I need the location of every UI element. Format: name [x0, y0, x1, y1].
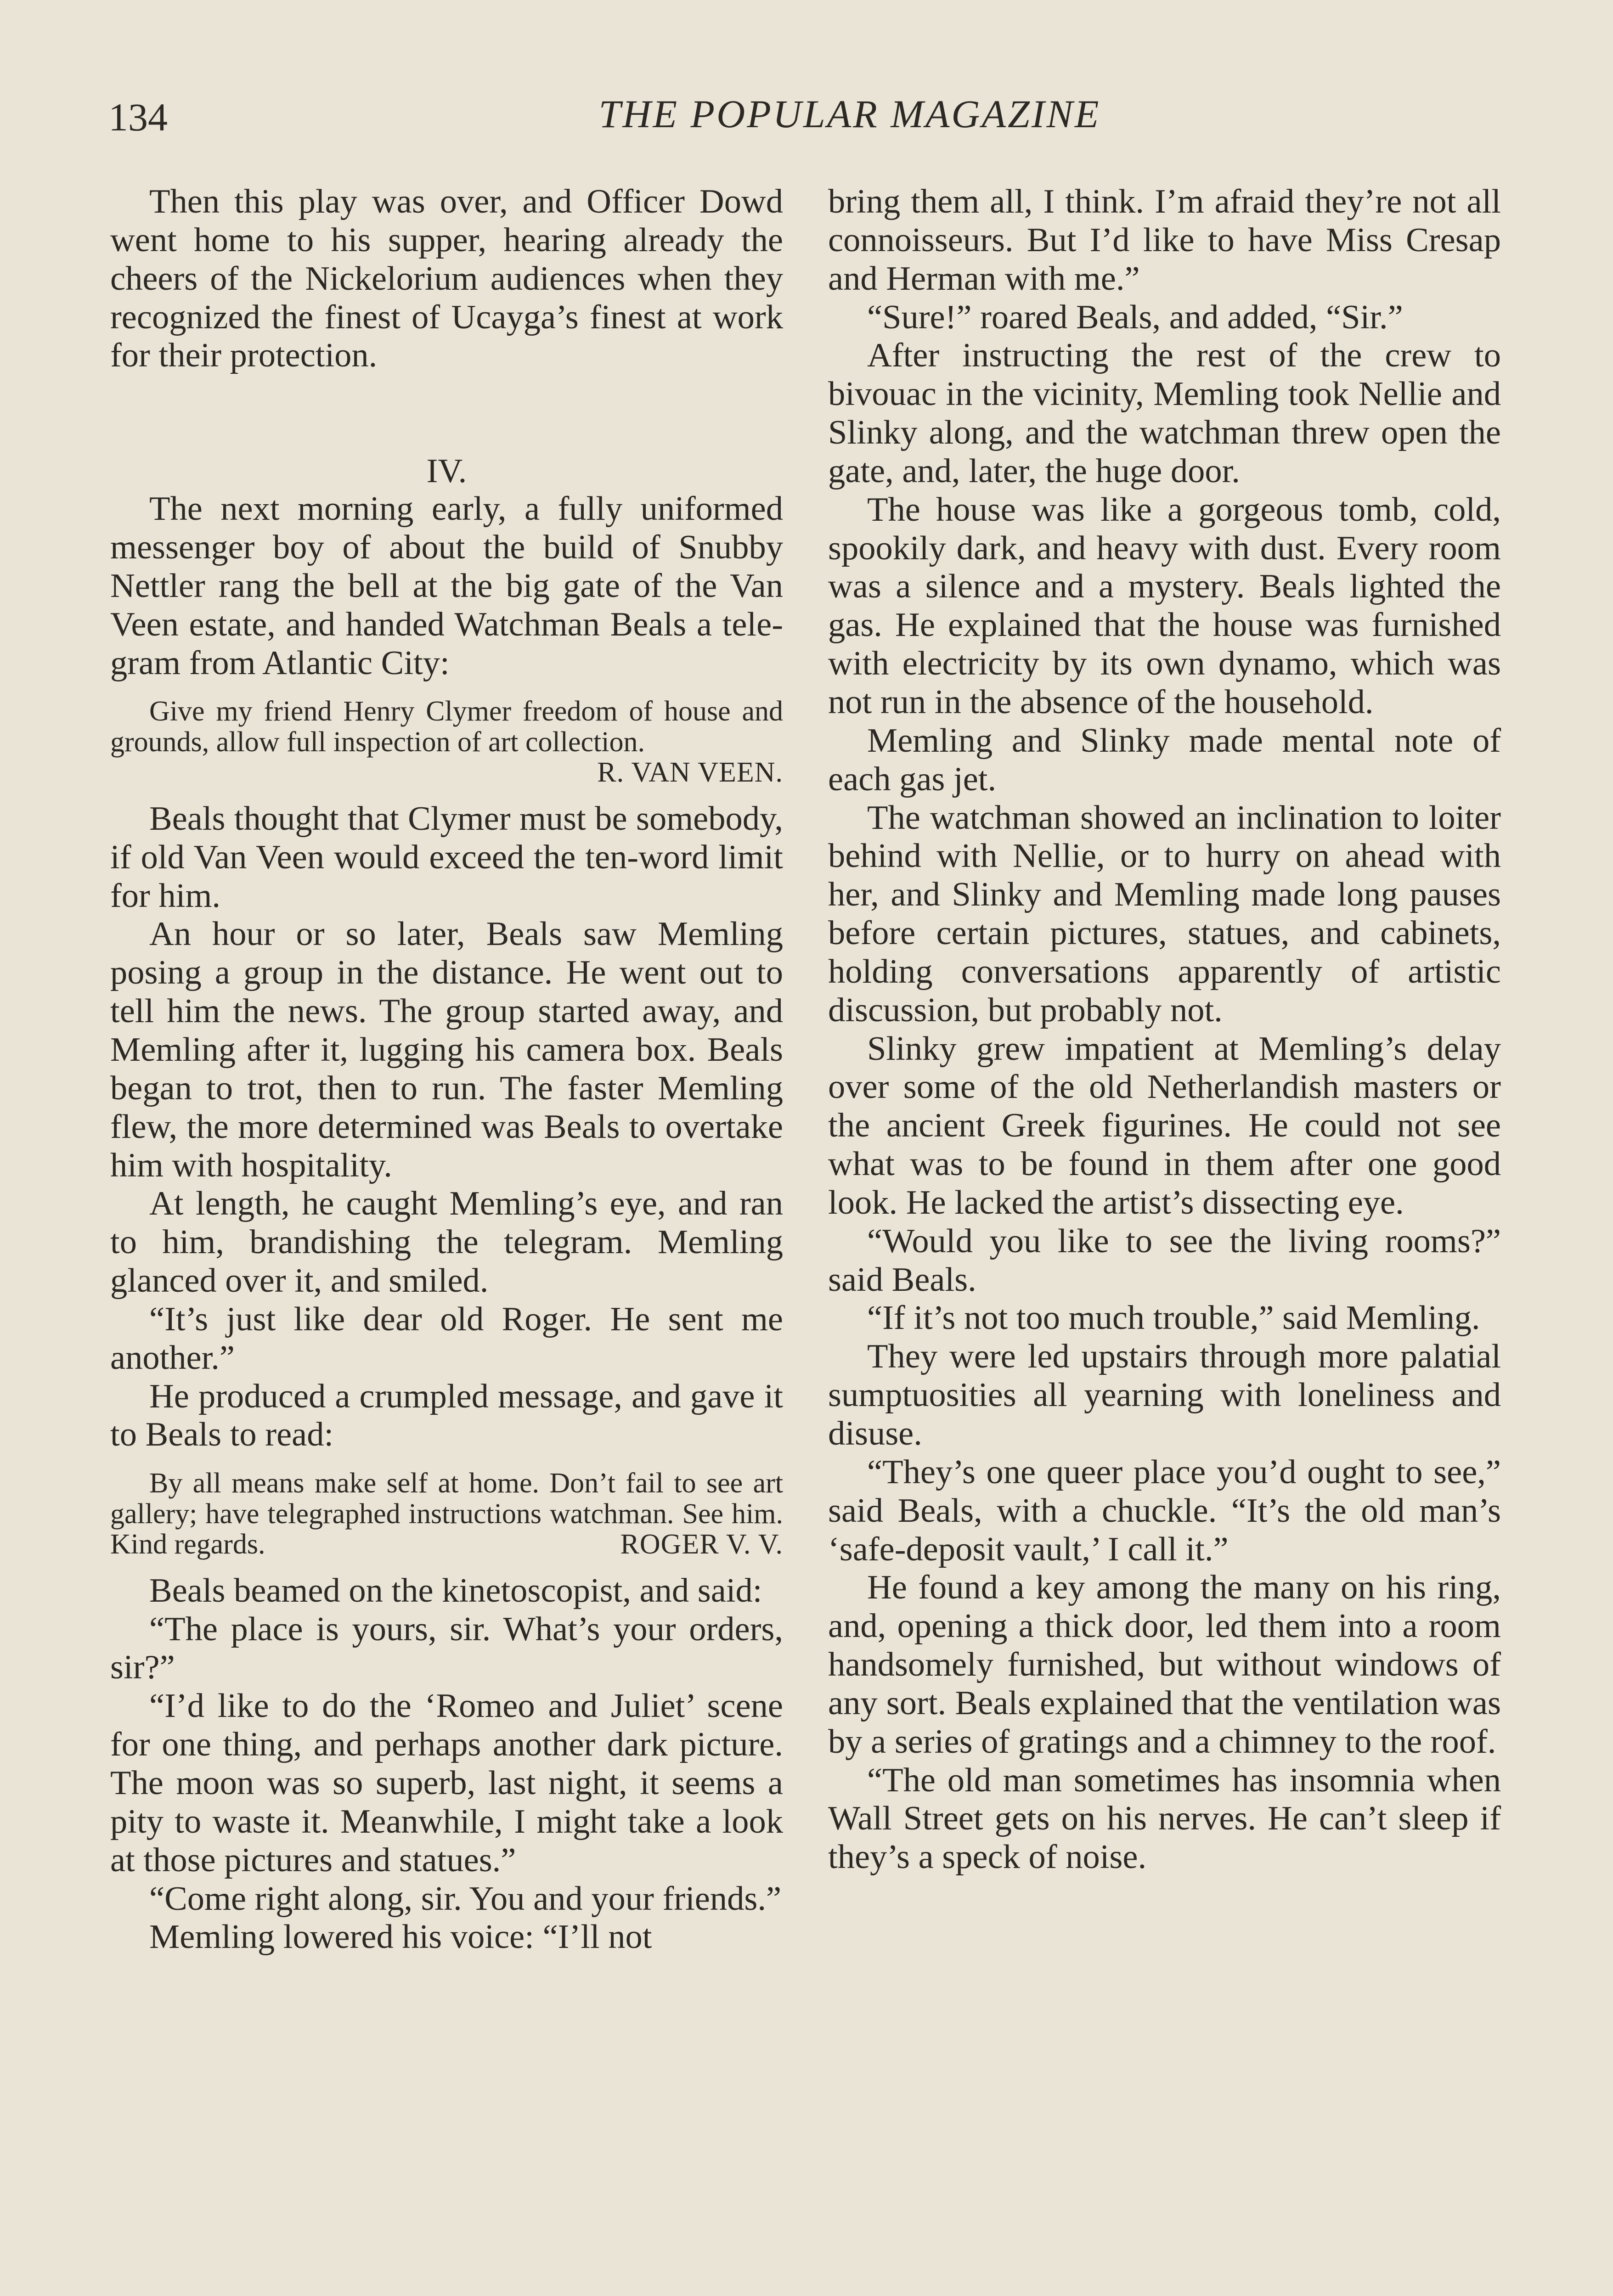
paragraph: At length, he caught Memling’s eye, and ran to him, brandishing the telegram. Memling glanced over it, and smiled. [110, 1185, 783, 1300]
paragraph: Memling and Slinky made mental note of each gas jet. [828, 721, 1501, 798]
telegram-quote [110, 682, 783, 800]
paragraph: Slinky grew impatient at Memling’s delay over some of the old Netherlandish masters or the ancient Greek figurines. He could not see what was to be found in them after one good look. He lacked the artist’s dissecting eye. [828, 1030, 1501, 1221]
page-number: 134 [108, 95, 168, 139]
paragraph: An hour or so later, Beals saw Memling posing a group in the distance. He went out to tell him the news. The group started away, and Memling after it, lugging his camera box. Beals began to trot, then to run. The faster Memling flew, the more determined was Beals to overtake him with hospitality. [110, 915, 783, 1184]
running-title: THE POPULAR MAGAZINE [598, 92, 1101, 136]
right-text-column [828, 183, 1501, 1877]
paragraph: “Would you like to see the living rooms?” said Beals. [828, 1222, 1501, 1299]
telegram-signature: ROGER V. V. [620, 1529, 783, 1560]
paragraph: “They’s one queer place you’d ought to see,” said Beals, with a chuckle. “It’s the old man’s ‘safe-deposit vault,’ I call it.” [828, 1453, 1501, 1568]
section-heading: IV. [426, 452, 467, 490]
paragraph: Then this play was over, and Officer Dowd went home to his supper, hearing already the cheers of the Nickelorium audiences when they recognized the finest of Ucayga’s finest at work for their protection. [110, 183, 783, 375]
paragraph: “I’d like to do the ‘Romeo and Juliet’ scene for one thing, and perhaps another dark picture. The moon was so superb, last night, it seems a pity to waste it. Meanwhile, I might take a look at those pictures and statues.” [110, 1687, 783, 1879]
paragraph: They were led upstairs through more palatial sumptuosities all yearning with loneliness and disuse. [828, 1338, 1501, 1452]
paragraph: bring them all, I think. I’m afraid they’re not all connoisseurs. But I’d like to have Miss Cresap and Herman with me.” [828, 183, 1501, 298]
telegram-text: By all means make self at home. Don’t fail to see art gallery; have telegraphed instructions watchman. See him. Kind regards. [110, 1468, 783, 1560]
paragraph: Beals thought that Clymer must be somebody, if old Van Veen would exceed the ten-word limit for him. [110, 799, 783, 915]
paragraph: “It’s just like dear old Roger. He sent me another.” [110, 1300, 783, 1377]
paragraph: “The old man sometimes has insomnia when Wall Street gets on his nerves. He can’t sleep if they’s a speck of noise. [828, 1761, 1501, 1876]
paragraph: The watchman showed an inclination to loiter behind with Nellie, or to hurry on ahead with her, and Slinky and Memling made long pauses before certain pictures, statues, and cabinets, holding conversations apparently of artistic discussion, but probably not. [828, 799, 1501, 1029]
paragraph: “Come right along, sir. You and your friends.” [149, 1880, 782, 1918]
telegram-text: Give my friend Henry Clymer freedom of house and grounds, allow full inspection of art collection. [110, 696, 783, 758]
telegram-quote [110, 1454, 783, 1572]
paragraph: Beals beamed on the kinetoscopist, and said: [149, 1571, 762, 1609]
paragraph: The house was like a gorgeous tomb, cold, spookily dark, and heavy with dust. Every room was a silence and a mystery. Beals lighted the gas. He explained that the house was furnished with electricity by its own dynamo, which was not run in the absence of the household. [828, 490, 1501, 721]
paragraph: “If it’s not too much trouble,” said Memling. [867, 1299, 1480, 1337]
telegram-signature: R. VAN VEEN. [597, 757, 783, 788]
paragraph: Memling lowered his voice: “I’ll not [149, 1918, 652, 1956]
paragraph: The next morning early, a fully uniformed messenger boy of about the build of Snubby Nettler rang the bell at the big gate of the Van Veen estate, and handed Watchman Beals a telegram from Atlantic City: [110, 490, 783, 682]
paragraph: “The place is yours, sir. What’s your orders, sir?” [110, 1610, 783, 1687]
paragraph: He found a key among the many on his ring, and, opening a thick door, led them into a room handsomely furnished, but without windows of any sort. Beals explained that the ventilation was by a series of gratings and a chimney to the roof. [828, 1569, 1501, 1761]
left-text-column [110, 183, 783, 1957]
paragraph: He produced a crumpled message, and gave it to Beals to read: [110, 1377, 783, 1454]
paragraph: After instructing the rest of the crew to bivouac in the vicinity, Memling took Nellie and Slinky along, and the watchman threw open the gate, and, later, the huge door. [828, 337, 1501, 490]
paragraph: “Sure!” roared Beals, and added, “Sir.” [867, 298, 1403, 336]
